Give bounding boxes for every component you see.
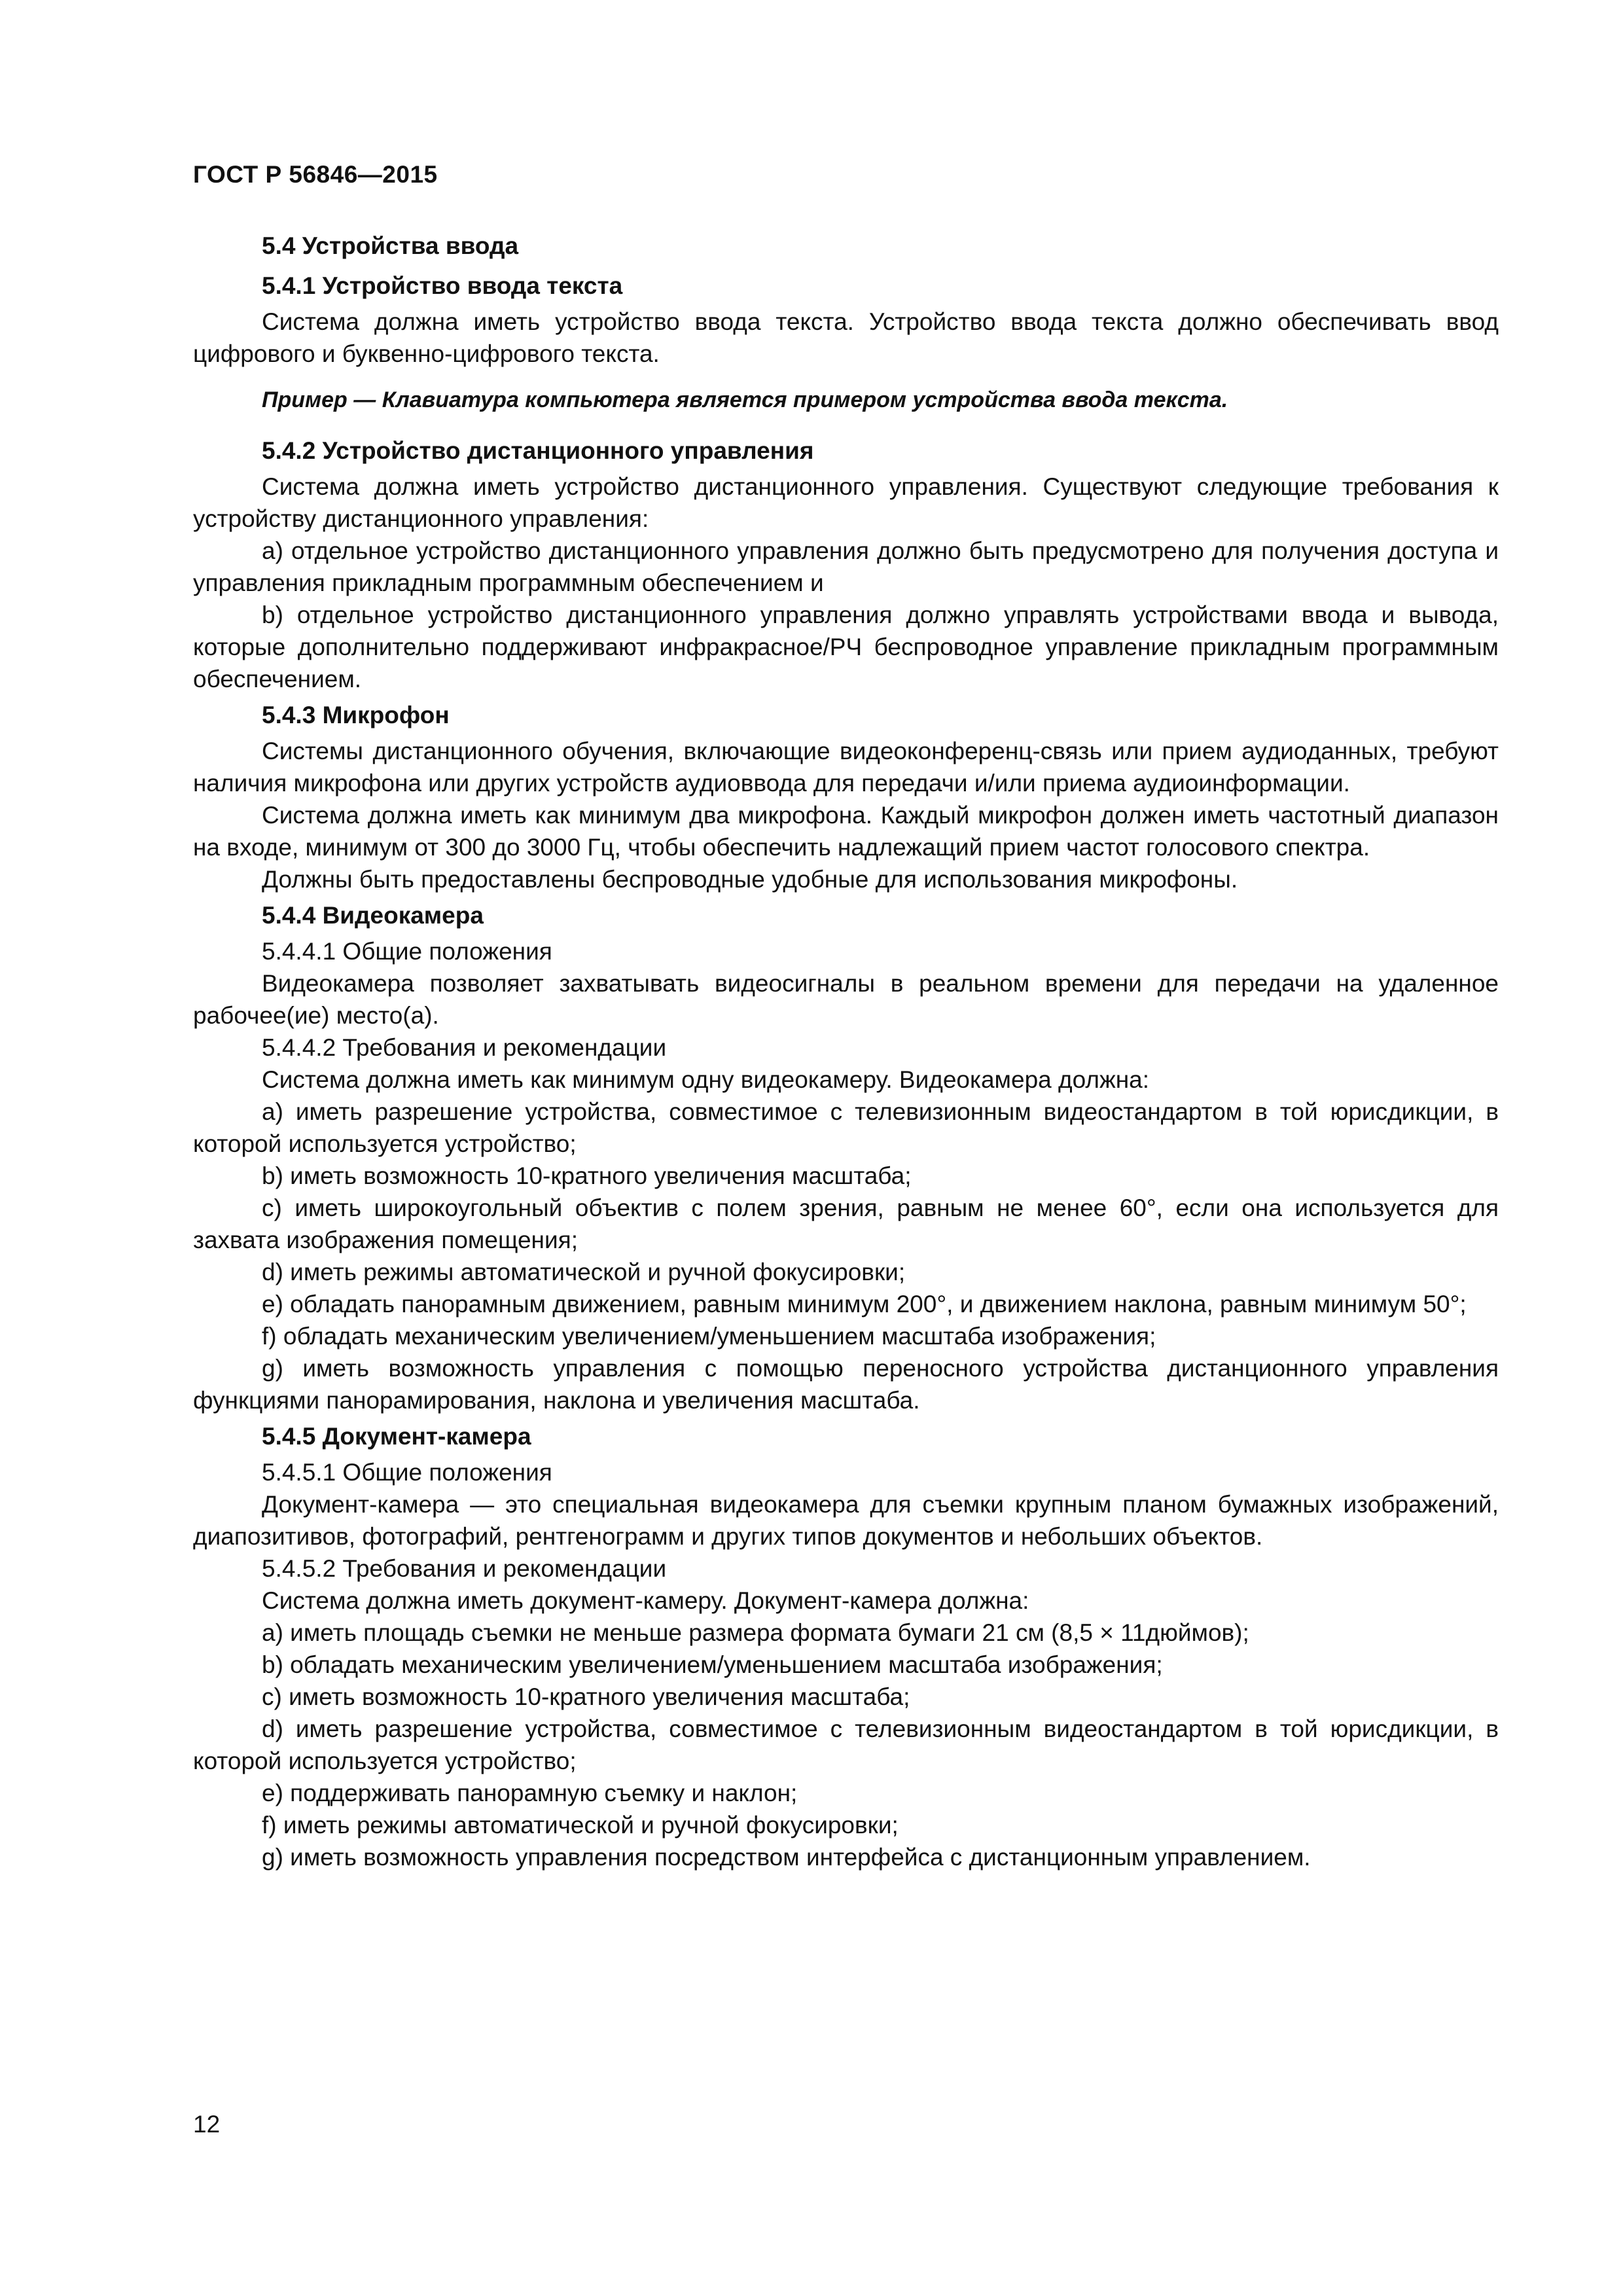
subsection-5-4-4-1-heading: 5.4.4.1 Общие положения — [262, 938, 552, 965]
section-5-4-heading: 5.4 Устройства ввода — [262, 232, 519, 259]
subsection-5-4-5-2-heading: 5.4.5.2 Требования и рекомендации — [262, 1555, 667, 1582]
list-item: a) иметь площадь съемки не меньше размера формата бумаги 21 см (8,5 × 11дюймов); — [262, 1619, 1249, 1646]
section-5-4-2-heading: 5.4.2 Устройство дистанционного управления — [262, 437, 814, 464]
list-item: d) иметь разрешение устройства, совместимое с телевизионным видеостандартом в той юрисдикции, в которой используется устройство; — [193, 1715, 1499, 1774]
section-5-4-3-paragraph: Системы дистанционного обучения, включающие видеоконференц-связь или прием аудиоданных, требуют наличия микрофона или других устройств аудиоввода для передачи и/или приема аудиоинформации. — [193, 738, 1499, 797]
section-5-4-2-paragraph: Система должна иметь устройство дистанционного управления. Существуют следующие требования к устройству дистанционного управления: — [193, 473, 1499, 532]
list-item: b) обладать механическим увеличением/уменьшением масштаба изображения; — [262, 1651, 1163, 1678]
list-item: c) иметь широкоугольный объектив с полем зрения, равным не менее 60°, если она используется для захвата изображения помещения; — [193, 1194, 1499, 1253]
subsection-5-4-5-1-heading: 5.4.5.1 Общие положения — [262, 1459, 552, 1486]
subsection-5-4-5-2-paragraph: Система должна иметь документ-камеру. Документ-камера должна: — [262, 1587, 1029, 1614]
standard-id-header: ГОСТ Р 56846—2015 — [193, 161, 438, 188]
page-number: 12 — [193, 2111, 221, 2138]
example-note: Пример — Клавиатура компьютера является примером устройства ввода текста. — [262, 387, 1228, 412]
section-5-4-3-paragraph: Система должна иметь как минимум два микрофона. Каждый микрофон должен иметь частотный диапазон на входе, минимум от 300 до 3000 Гц, чтобы обеспечить надлежащий прием частот голосового спектра. — [193, 802, 1499, 861]
list-item: b) отдельное устройство дистанционного управления должно управлять устройствами ввода и вывода, которые дополнительно поддерживают инфракрасное/РЧ беспроводное управление прикладным программным обеспечением. — [193, 601, 1499, 692]
list-item: a) иметь разрешение устройства, совместимое с телевизионным видеостандартом в той юрисдикции, в которой используется устройство; — [193, 1098, 1499, 1157]
list-item: e) поддерживать панорамную съемку и наклон; — [262, 1780, 798, 1806]
section-5-4-5-heading: 5.4.5 Документ-камера — [262, 1423, 531, 1450]
list-item: b) иметь возможность 10-кратного увеличения масштаба; — [262, 1162, 912, 1189]
section-5-4-1-paragraph: Система должна иметь устройство ввода текста. Устройство ввода текста должно обеспечивать ввод цифрового и буквенно-цифрового текста. — [193, 308, 1499, 367]
subsection-5-4-4-1-paragraph: Видеокамера позволяет захватывать видеосигналы в реальном времени для передачи на удаленное рабочее(ие) место(а). — [193, 970, 1499, 1029]
section-5-4-3-heading: 5.4.3 Микрофон — [262, 702, 450, 728]
page-body — [193, 226, 1499, 1873]
section-5-4-3-paragraph: Должны быть предоставлены беспроводные удобные для использования микрофоны. — [262, 866, 1238, 893]
subsection-5-4-5-1-paragraph: Документ-камера — это специальная видеокамера для съемки крупным планом бумажных изображений, диапозитивов, фотографий, рентгенограмм и других типов документов и небольших объектов. — [193, 1491, 1499, 1550]
list-item: g) иметь возможность управления с помощью переносного устройства дистанционного управления функциями панорамирования, наклона и увеличения масштаба. — [193, 1355, 1499, 1414]
list-item: d) иметь режимы автоматической и ручной фокусировки; — [262, 1259, 906, 1285]
list-item: a) отдельное устройство дистанционного управления должно быть предусмотрено для получения доступа и управления прикладным программным обеспечением и — [193, 537, 1499, 596]
list-item: g) иметь возможность управления посредством интерфейса с дистанционным управлением. — [262, 1844, 1311, 1871]
list-item: e) обладать панорамным движением, равным минимум 200°, и движением наклона, равным минимум 50°; — [262, 1291, 1467, 1318]
list-item: c) иметь возможность 10-кратного увеличения масштаба; — [262, 1683, 910, 1710]
subsection-5-4-4-2-heading: 5.4.4.2 Требования и рекомендации — [262, 1034, 667, 1061]
list-item: f) обладать механическим увеличением/уменьшением масштаба изображения; — [262, 1323, 1156, 1350]
subsection-5-4-4-2-paragraph: Система должна иметь как минимум одну видеокамеру. Видеокамера должна: — [262, 1066, 1149, 1093]
section-5-4-4-heading: 5.4.4 Видеокамера — [262, 902, 484, 929]
list-item: f) иметь режимы автоматической и ручной фокусировки; — [262, 1812, 899, 1839]
section-5-4-1-heading: 5.4.1 Устройство ввода текста — [262, 272, 623, 299]
